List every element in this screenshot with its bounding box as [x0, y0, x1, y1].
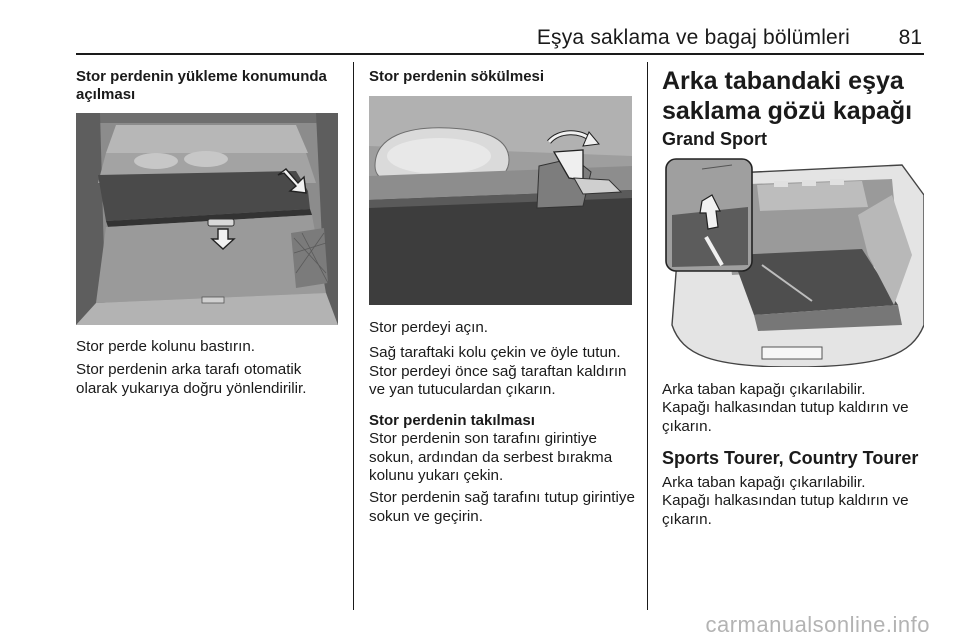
- section-title-floor-storage: Arka tabandaki eşya saklama gözü kapağı: [662, 67, 913, 125]
- cover-removal-illustration: [369, 96, 632, 305]
- page-header-title: Eşya saklama ve bagaj bölümleri: [536, 26, 850, 49]
- paragraph-insert-end: Stor perdenin son tarafını girintiye sokun, ardından da serbest bırakma kolunu yukarı çekin.: [369, 430, 613, 484]
- paragraph-tourer-lift: Kapağı halkasından tutup kaldırın ve çıkarın.: [662, 492, 909, 528]
- header-rule: [76, 53, 924, 55]
- section-heading-install-cover: Stor perdenin takılması: [369, 412, 535, 429]
- column-divider-left: [353, 62, 354, 610]
- section-heading-remove-cover: Stor perdenin sökülmesi: [369, 68, 545, 85]
- paragraph-press-lever: Stor perde kolunu bastırın.: [76, 338, 255, 355]
- paragraph-grand-sport-removable: Arka taban kapağı çıkarılabilir.: [662, 381, 866, 398]
- section-heading-open-cover: Stor perdenin yükleme konumunda açılması: [76, 68, 327, 103]
- figure-cargo-cover-removal: [369, 96, 632, 305]
- figure-cargo-cover-open: [76, 113, 338, 325]
- paragraph-insert-right: Stor perdenin sağ tarafını tutup girintiye sokun ve geçirin.: [369, 489, 635, 525]
- paragraph-pull-right-lever: Sağ taraftaki kolu çekin ve öyle tutun. Stor perdeyi önce sağ taraftan kaldırın ve yan tutuculardan çıkarın.: [369, 344, 627, 398]
- subheading-sports-tourer: Sports Tourer, Country Tourer: [662, 448, 919, 468]
- column-divider-right: [647, 62, 648, 610]
- paragraph-auto-guided: Stor perdenin arka tarafı otomatik olarak yukarıya doğru yönlendirilir.: [76, 361, 307, 397]
- paragraph-open-cover: Stor perdeyi açın.: [369, 319, 489, 336]
- cargo-cover-illustration: [76, 113, 338, 325]
- figure-floor-storage-cover: [662, 155, 924, 367]
- paragraph-grand-sport-lift: Kapağı halkasından tutup kaldırın ve çıkarın.: [662, 399, 909, 435]
- page-number: 81: [898, 26, 922, 49]
- watermark-text: carmanualsonline.info: [705, 612, 930, 637]
- paragraph-tourer-removable: Arka taban kapağı çıkarılabilir.: [662, 474, 866, 491]
- subheading-grand-sport: Grand Sport: [662, 129, 768, 149]
- floor-cover-illustration: [662, 155, 924, 367]
